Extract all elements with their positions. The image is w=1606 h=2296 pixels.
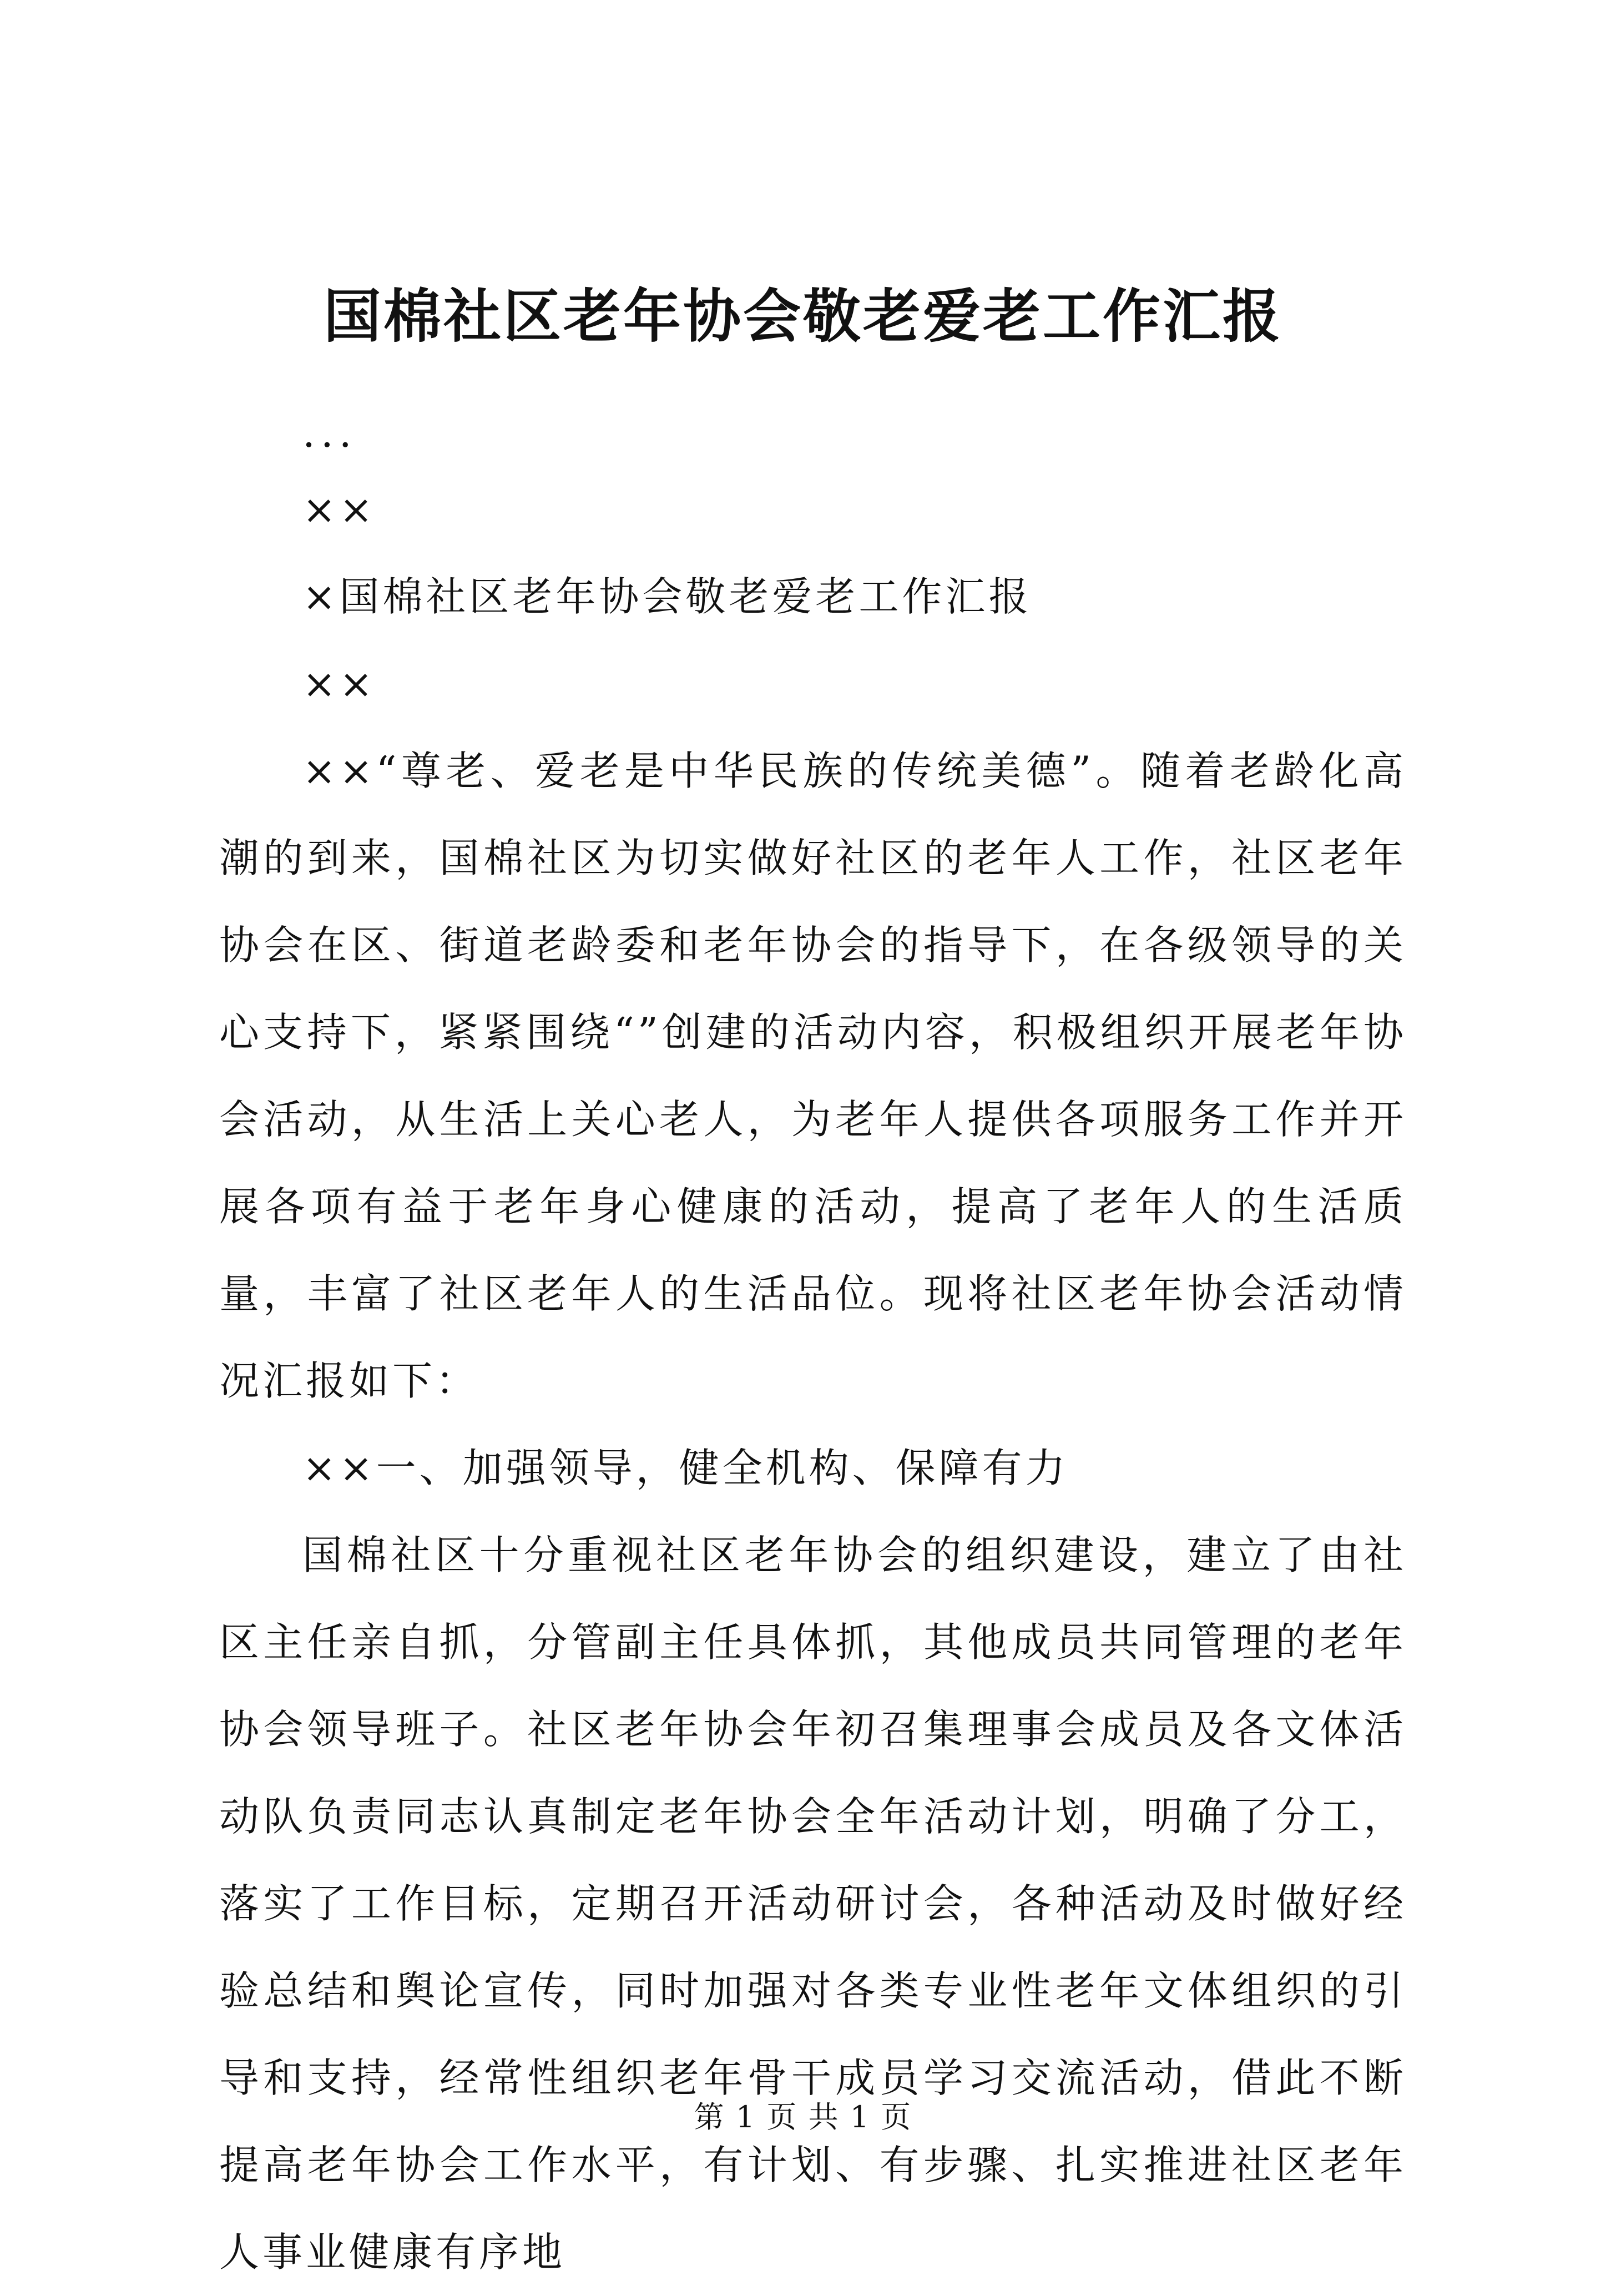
section-heading-1: ××一、加强领导，健全机构、保障有力 <box>302 1445 1069 1491</box>
line-subtitle: ×国棉社区老年协会敬老爱老工作汇报 <box>302 573 1032 620</box>
paragraph-section-1: 国棉社区十分重视社区老年协会的组织建设，建立了由社区主任亲自抓，分管副主任具体抓，其他成员共同管理的老年协会领导班子。社区老年协会年初召集理事会成员及各文体活动队负责同志认真制定老年协会全年活动计划，明确了分工，落实了工作目标，定期召开活动研讨会，各种活动及时做好经验总结和舆论宣传，同时加强对各类专业性老年文体组织的引导和支持，经常性组织老年骨干成员学习交流活动，借此不断提高老年协会工作水平，有计划、有步骤、扎实推进社区老年人事业健康有序地 <box>219 1532 1407 2275</box>
line-placeholder-2: ×× <box>302 660 376 707</box>
paragraph-intro: ××“尊老、爱老是中华民族的传统美德”。随着老龄化高潮的到来，国棉社区为切实做好社区的老年人工作，社区老年协会在区、街道老龄委和老年协会的指导下，在各级领导的关心支持下，紧紧围绕“”创建的活动内容，积极组织开展老年协会活动，从生活上关心老人，为老年人提供各项服务工作并开展各项有益于老年身心健康的活动，提高了老年人的生活质量，丰富了社区老年人的生活品位。现将社区老年协会活动情况汇报如下： <box>219 748 1407 1404</box>
line-placeholder-1: ×× <box>302 486 376 533</box>
ellipsis-line: ... <box>302 410 357 456</box>
document-body <box>219 400 1407 2296</box>
page-footer: 第 1 页 共 1 页 <box>694 2100 912 2134</box>
document-title: 国棉社区老年协会敬老爱老工作汇报 <box>323 282 1282 350</box>
